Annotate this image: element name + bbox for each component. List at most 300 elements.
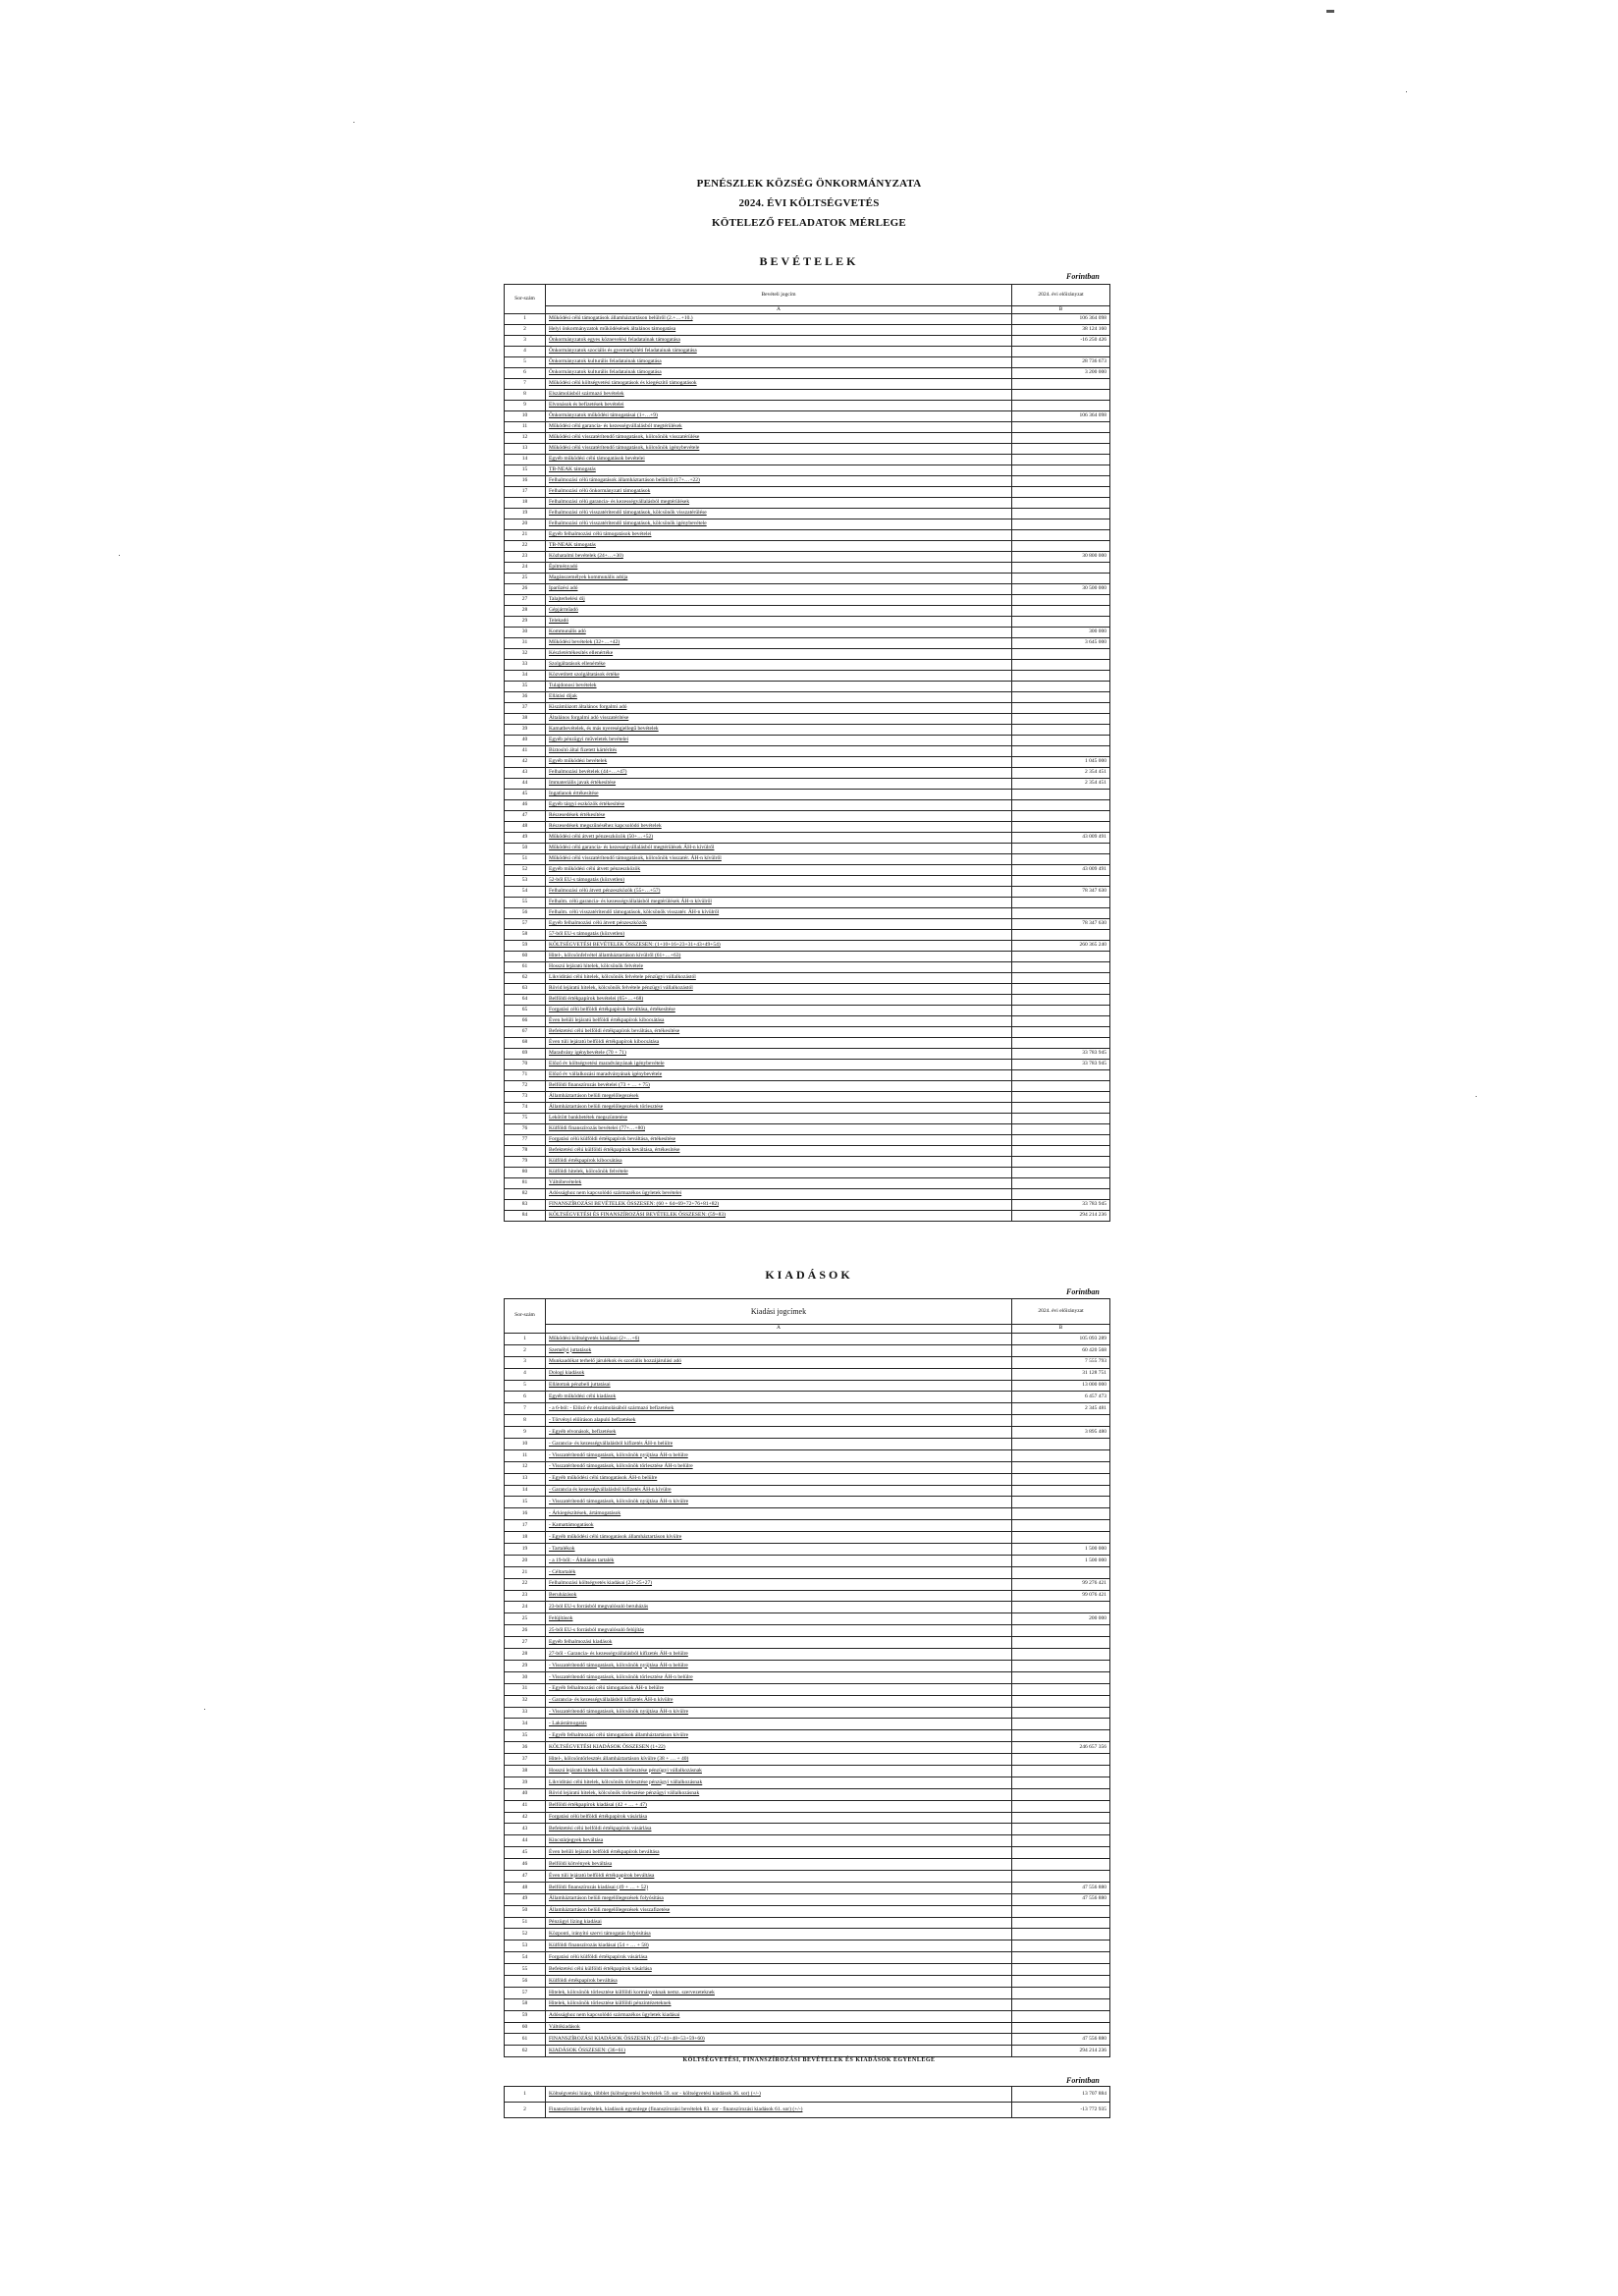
table-row [505,1637,1110,1649]
table-row [505,606,1110,617]
row-label: Hitel-, kölcsöntörlesztés államháztartáson kívülre (38 + … + 40) [546,1754,1012,1766]
row-label: Felhalmozási célú garancia- és kezességvállalásból megtérülések [546,498,1012,509]
row-value [1012,433,1110,444]
row-number: 81 [505,1178,546,1189]
row-value [1012,1917,1110,1929]
table-row [505,800,1110,811]
row-label: Működési célú garancia- és kezességvállalásból megtérülések [546,422,1012,433]
row-number: 8 [505,390,546,401]
table-row [505,519,1110,530]
row-number: 17 [505,487,546,498]
table-row [505,628,1110,638]
row-number: 26 [505,584,546,595]
col-header-value: 2024. évi előirányzat [1012,285,1110,306]
row-label: Részesedések megszűnéséhez kapcsolódó bevételek [546,822,1012,833]
row-value [1012,1485,1110,1497]
row-number: 53 [505,876,546,887]
row-label: - Céltartalék [546,1566,1012,1578]
row-label: 25-ből EU-s forrásból megvalósuló felújítás [546,1625,1012,1637]
row-label: Egyéb működési célú támogatások bevételei [546,455,1012,465]
row-label: - a 19-ből: - Általános tartalék [546,1555,1012,1566]
row-value [1012,1730,1110,1742]
row-label: Egyéb tárgyi eszközök értékesítése [546,800,1012,811]
col-sub-a: A [546,306,1012,314]
row-value [1012,952,1110,962]
row-value: 246 657 356 [1012,1742,1110,1754]
row-label: Felhalm. célú garancia- és kezességvállalásból megtérülések ÁH-n kívülről [546,898,1012,908]
revenue-title: BEVÉTELEK [759,254,859,268]
row-value [1012,347,1110,357]
row-label: Ellátási díjak [546,692,1012,703]
table-row [505,1917,1110,1929]
row-label: Rövid lejáratú hitelek, kölcsönök felvétele pénzügyi vállalkozástól [546,984,1012,995]
row-value: 13 000 000 [1012,1380,1110,1392]
row-label: - Egyéb elvonások, befizetések [546,1427,1012,1439]
doc-title-line2: 2024. ÉVI KÖLTSÉGVETÉS [738,197,880,209]
row-number: 60 [505,952,546,962]
row-value [1012,1566,1110,1578]
row-number: 18 [505,1532,546,1544]
row-label: - Garancia- és kezességvállalásból kifizetés ÁH-n kívülre [546,1695,1012,1707]
row-label: Egyéb pénzügyi műveletek bevételei [546,736,1012,746]
row-value: 294 214 236 [1012,1211,1110,1222]
row-number: 36 [505,1742,546,1754]
row-value: 47 556 880 [1012,1882,1110,1893]
row-label: Egyéb felhalmozási célú átvett pénzeszközök [546,919,1012,930]
row-label: Egyéb felhalmozási kiadások [546,1637,1012,1649]
row-value [1012,1449,1110,1461]
row-label: Önkormányzatok szociális és gyermekjóléti feladatainak támogatása [546,347,1012,357]
row-number: 46 [505,1859,546,1871]
row-number: 51 [505,1917,546,1929]
row-number: 47 [505,1870,546,1882]
row-value [1012,1719,1110,1730]
row-number: 48 [505,1882,546,1893]
table-row [505,1178,1110,1189]
row-number: 13 [505,444,546,455]
table-row [505,422,1110,433]
row-value [1012,1987,1110,1998]
row-value [1012,984,1110,995]
table-row [505,833,1110,844]
row-number: 56 [505,908,546,919]
balance-unit: Forintban [1066,2076,1100,2085]
table-row [505,1006,1110,1016]
row-label: Felhalmozási célú visszatérítendő támogatások, kölcsönök igénybevétele [546,519,1012,530]
row-value: 30 800 000 [1012,552,1110,563]
expense-unit: Forintban [1066,1287,1100,1296]
row-value: 78 347 630 [1012,919,1110,930]
row-number: 52 [505,865,546,876]
row-value [1012,1415,1110,1427]
row-label: Általános forgalmi adó visszatérítése [546,714,1012,725]
table-row [505,1403,1110,1415]
row-label: Forgatási célú belföldi értékpapírok vásárlása [546,1812,1012,1824]
row-label: - Visszatérítendő támogatások, kölcsönök törlesztése ÁH-n belülre [546,1461,1012,1473]
row-value: 33 783 945 [1012,1060,1110,1070]
row-label: Részesedések értékesítése [546,811,1012,822]
table-row [505,703,1110,714]
row-label: Közhatalmi bevételek (24+…+30) [546,552,1012,563]
table-row [505,1905,1110,1917]
table-row [505,984,1110,995]
col-header-value: 2024. évi előirányzat [1012,1299,1110,1325]
table-row [505,325,1110,336]
row-value [1012,2010,1110,2022]
row-value [1012,1660,1110,1671]
table-row [505,962,1110,973]
table-row [505,347,1110,357]
row-number: 49 [505,1893,546,1905]
row-number: 44 [505,779,546,790]
row-value [1012,1683,1110,1695]
row-value [1012,1870,1110,1882]
scan-speck [204,1709,205,1710]
row-label: Önkormányzatok kulturális feladatainak támogatása [546,368,1012,379]
table-row [505,444,1110,455]
row-label: - Egyéb működési célú támogatások államháztartáson kívülre [546,1532,1012,1544]
row-number: 29 [505,617,546,628]
doc-title-line1: PENÉSZLEK KÖZSÉG ÖNKORMÁNYZATA [696,178,922,190]
row-number: 59 [505,941,546,952]
row-label: - Visszatérítendő támogatások, kölcsönök nyújtása ÁH-n kívülre [546,1707,1012,1719]
row-number: 9 [505,401,546,411]
row-value [1012,800,1110,811]
row-value [1012,660,1110,671]
table-row [505,898,1110,908]
row-label: Iparűzési adó [546,584,1012,595]
row-number: 79 [505,1157,546,1168]
row-number: 35 [505,1730,546,1742]
row-label: Helyi önkormányzatok működésének általános támogatása [546,325,1012,336]
row-number: 34 [505,1719,546,1730]
table-row [505,487,1110,498]
row-value [1012,1006,1110,1016]
row-value [1012,811,1110,822]
table-row [505,1508,1110,1520]
table-row [505,1520,1110,1532]
row-number: 41 [505,746,546,757]
row-value [1012,1157,1110,1168]
row-value [1012,1835,1110,1847]
row-number: 33 [505,1707,546,1719]
table-row [505,995,1110,1006]
row-value: 6 457 473 [1012,1392,1110,1403]
table-row [505,779,1110,790]
row-number: 50 [505,1905,546,1917]
row-value [1012,2022,1110,2034]
row-number: 54 [505,887,546,898]
row-number: 62 [505,973,546,984]
row-label: Munkaadókat terhelő járulékok és szociális hozzájárulási adó [546,1356,1012,1368]
row-value: 260 365 240 [1012,941,1110,952]
row-number: 28 [505,606,546,617]
table-row [505,595,1110,606]
row-number: 3 [505,336,546,347]
table-row [505,1200,1110,1211]
row-label: Államháztartáson belüli megelőlegezések törlesztése [546,1103,1012,1114]
row-number: 15 [505,1497,546,1508]
row-value [1012,563,1110,574]
row-label: Külföldi értékpapírok kibocsátása [546,1157,1012,1168]
row-value [1012,1092,1110,1103]
table-row [505,455,1110,465]
row-value [1012,1602,1110,1613]
row-value [1012,401,1110,411]
row-value [1012,1847,1110,1859]
table-row [505,1415,1110,1427]
balance-caption: KÖLTSÉGVETÉSI, FINANSZÍROZÁSI BEVÉTELEK ÉS KIADÁSOK EGYENLEGE [682,2057,936,2063]
table-row [505,1532,1110,1544]
table-row [505,1707,1110,1719]
table-row [505,379,1110,390]
table-row [505,1941,1110,1952]
row-value [1012,736,1110,746]
row-label: Hosszú lejáratú hitelek, kölcsönök törlesztése pénzügyi vállalkozásnak [546,1765,1012,1777]
row-label: - Egyéb felhalmozási célú támogatások államháztartáson kívülre [546,1730,1012,1742]
row-value [1012,1114,1110,1124]
row-value: 60 420 568 [1012,1344,1110,1356]
row-value: 13 707 884 [1012,2087,1110,2103]
table-row [505,1929,1110,1941]
row-value [1012,692,1110,703]
table-row [505,1368,1110,1380]
row-label: Éven belüli lejáratú belföldi értékpapírok kibocsátása [546,1016,1012,1027]
row-value: 28 736 673 [1012,357,1110,368]
row-value [1012,703,1110,714]
row-label: - Kamattámogatások [546,1520,1012,1532]
row-number: 58 [505,1998,546,2010]
table-row [505,919,1110,930]
row-label: Egyéb felhalmozási célú támogatások bevételei [546,530,1012,541]
row-number: 1 [505,2087,546,2103]
row-value [1012,1497,1110,1508]
row-value [1012,1520,1110,1532]
table-row [505,498,1110,509]
row-number: 5 [505,1380,546,1392]
row-value: 47 556 880 [1012,1893,1110,1905]
row-number: 12 [505,1461,546,1473]
row-value [1012,898,1110,908]
row-number: 23 [505,552,546,563]
row-label: Finanszírozási bevételek, kiadások egyenlege (finanszírozási bevételek 83. sor - finanszírozási kiadások 61. sor) (+/-) [546,2103,1012,2118]
table-row [505,714,1110,725]
scan-speck [1326,10,1334,13]
row-value [1012,1671,1110,1683]
table-row [505,1742,1110,1754]
expense-title: KIADÁSOK [765,1268,853,1282]
table-row [505,541,1110,552]
table-row [505,1380,1110,1392]
row-value [1012,908,1110,919]
row-number: 61 [505,2034,546,2046]
table-row [505,1038,1110,1049]
table-row [505,368,1110,379]
row-label: Pénzügyi lízing kiadásai [546,1917,1012,1929]
row-label: FINANSZÍROZÁSI BEVÉTELEK ÖSSZESEN: (60 + 64+69+72+76+81+82) [546,1200,1012,1211]
row-number: 80 [505,1168,546,1178]
row-number: 82 [505,1189,546,1200]
table-row [505,930,1110,941]
row-number: 34 [505,671,546,682]
row-label: Elszámolásból származó bevételek [546,390,1012,401]
row-value: 200 000 [1012,1613,1110,1625]
row-number: 55 [505,898,546,908]
row-number: 23 [505,1590,546,1602]
row-label: Belföldi értékpapírok kiadásai (42 + … + 47) [546,1800,1012,1812]
row-label: - a 6-ból: - Előző év elszámolásából származó befizetések [546,1403,1012,1415]
table-row [505,1168,1110,1178]
row-number: 29 [505,1660,546,1671]
table-row [505,822,1110,833]
table-row [505,509,1110,519]
row-label: Hitelek, kölcsönök törlesztése külföldi kormányoknak nemz. szervezeteknek [546,1987,1012,1998]
row-value [1012,390,1110,401]
row-value [1012,671,1110,682]
row-value: 33 783 945 [1012,1200,1110,1211]
row-value: 43 009 491 [1012,833,1110,844]
row-number: 57 [505,919,546,930]
row-label: - Visszatérítendő támogatások, kölcsönök törlesztése ÁH-n belülre [546,1671,1012,1683]
row-label: Biztosító által fizetett kártérítés [546,746,1012,757]
row-value: 99 076 421 [1012,1590,1110,1602]
row-label: Közvetített szolgáltatások értéke [546,671,1012,682]
row-number: 47 [505,811,546,822]
table-row [505,530,1110,541]
row-label: Belföldi értékpapírok bevételei (65+…+68) [546,995,1012,1006]
table-row [505,1870,1110,1882]
row-value: 1 500 000 [1012,1544,1110,1556]
table-row [505,908,1110,919]
table-row [505,638,1110,649]
row-value [1012,714,1110,725]
row-number: 4 [505,347,546,357]
row-label: Éven túli lejáratú belföldi értékpapírok beváltása [546,1870,1012,1882]
row-value [1012,617,1110,628]
table-row [505,1114,1110,1124]
table-row [505,952,1110,962]
row-value [1012,1649,1110,1661]
row-value [1012,498,1110,509]
row-number: 57 [505,1987,546,1998]
row-number: 7 [505,379,546,390]
row-label: Beruházások [546,1590,1012,1602]
table-row [505,1070,1110,1081]
table-row [505,2103,1110,2118]
table-row [505,941,1110,952]
row-label: Kommunális adó [546,628,1012,638]
row-number: 24 [505,563,546,574]
table-row [505,1334,1110,1345]
row-label: Talajterhelési díj [546,595,1012,606]
row-number: 75 [505,1114,546,1124]
row-label: Készletértékesítés ellenértéke [546,649,1012,660]
table-row [505,757,1110,768]
row-value [1012,1146,1110,1157]
row-label: Befektetési célú belföldi értékpapírok vásárlása [546,1824,1012,1835]
row-label: Befektetési célú külföldi értékpapírok beváltása, értékesítése [546,1146,1012,1157]
row-value [1012,1532,1110,1544]
table-row [505,1835,1110,1847]
row-number: 52 [505,1929,546,1941]
table-row [505,1344,1110,1356]
row-label: Belföldi finanszírozás kiadásai (49 + … + 52) [546,1882,1012,1893]
row-number: 41 [505,1800,546,1812]
row-number: 16 [505,1508,546,1520]
table-row [505,671,1110,682]
balance-table [504,2086,1110,2118]
row-number: 30 [505,1671,546,1683]
table-row [505,865,1110,876]
row-value [1012,1439,1110,1450]
row-value [1012,422,1110,433]
row-value [1012,487,1110,498]
row-value [1012,1637,1110,1649]
row-number: 20 [505,519,546,530]
row-number: 73 [505,1092,546,1103]
row-value [1012,725,1110,736]
row-number: 71 [505,1070,546,1081]
row-value [1012,1016,1110,1027]
row-label: - Tartalékok [546,1544,1012,1556]
row-number: 69 [505,1049,546,1060]
col-sub-a: A [546,1325,1012,1334]
row-number: 54 [505,1952,546,1964]
row-value [1012,1625,1110,1637]
table-row [505,1497,1110,1508]
row-value [1012,530,1110,541]
table-row [505,1189,1110,1200]
table-row [505,1427,1110,1439]
row-label: Befektetési célú külföldi értékpapírok vásárlása [546,1964,1012,1976]
row-number: 40 [505,1788,546,1800]
row-value [1012,1754,1110,1766]
row-value [1012,1800,1110,1812]
table-row [505,2034,1110,2046]
row-label: - Garancia és kezességvállalásból kifizetés ÁH-n kívülre [546,1485,1012,1497]
table-row [505,1566,1110,1578]
row-label: Forgatási célú külföldi értékpapírok vásárlása [546,1952,1012,1964]
row-label: KÖLTSÉGVETÉSI KIADÁSOK ÖSSZESEN (1+22) [546,1742,1012,1754]
row-value: 78 347 630 [1012,887,1110,898]
row-label: - Lakástámogatás [546,1719,1012,1730]
row-label: Hosszú lejáratú hitelek, kölcsönök felvétele [546,962,1012,973]
row-value [1012,1765,1110,1777]
row-value [1012,1473,1110,1485]
row-value [1012,854,1110,865]
row-number: 65 [505,1006,546,1016]
row-label: Forgatási célú belföldi értékpapírok beváltása, értékesítése [546,1006,1012,1016]
row-label: Felújítások [546,1613,1012,1625]
row-number: 4 [505,1368,546,1380]
row-value [1012,962,1110,973]
row-number: 31 [505,638,546,649]
table-row [505,660,1110,671]
table-row [505,584,1110,595]
row-value [1012,930,1110,941]
row-value [1012,1168,1110,1178]
row-number: 2 [505,1344,546,1356]
row-label: Hitel-, kölcsönfelvétel államháztartáson kívülről (61+…+63) [546,952,1012,962]
row-value [1012,649,1110,660]
row-label: Adóssághoz nem kapcsolódó származékos ügyletek bevételei [546,1189,1012,1200]
row-number: 43 [505,768,546,779]
row-number: 45 [505,1847,546,1859]
row-label: Likviditási célú hitelek, kölcsönök felvétele pénzügyi vállalkozástól [546,973,1012,984]
row-value [1012,1103,1110,1114]
table-row [505,390,1110,401]
row-number: 74 [505,1103,546,1114]
